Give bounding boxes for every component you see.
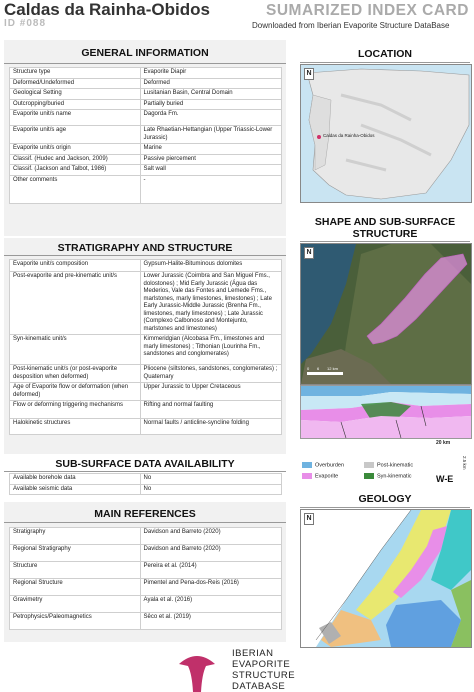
shape-heading-1: SHAPE AND SUB-SURFACE (314, 216, 456, 228)
general-table (9, 67, 282, 204)
geology-heading: GEOLOGY (358, 493, 412, 505)
table-row (10, 383, 282, 401)
row-key: Evaporite unit/s age (10, 126, 141, 144)
row-key: Post-evaporite and pre-kinematic unit/s (10, 272, 141, 335)
north-arrow-icon: N (304, 68, 314, 80)
row-key: Petrophysics/Paleomagnetics (10, 613, 141, 630)
row-value: Partially buried (140, 99, 281, 110)
legend-label: Post-kinematic (377, 462, 414, 469)
row-value: Pimentel and Pena-dos-Reis (2016) (140, 579, 281, 596)
table-row (10, 144, 282, 155)
legend-item (302, 473, 338, 479)
row-value: No (140, 484, 281, 495)
row-value: Pliocene (siltstones, sandstones, conglomerates) ; Quaternary (140, 365, 281, 383)
table-row (10, 596, 282, 613)
legend-swatch (302, 473, 312, 479)
structure-id: ID #088 (4, 18, 47, 29)
row-key: Syn-kinematic unit/s (10, 335, 141, 365)
table-row (10, 484, 282, 495)
brand-line-3: STRUCTURE (232, 670, 296, 681)
section-scale-label: 20 km (436, 440, 451, 446)
location-heading: LOCATION (357, 48, 413, 60)
row-value: Ayala et al. (2016) (140, 596, 281, 613)
legend-item (302, 462, 344, 468)
row-value: Rifting and normal faulting (140, 401, 281, 419)
table-row (10, 562, 282, 579)
shape-legend (300, 460, 428, 486)
row-key: Evaporite unit/s name (10, 110, 141, 126)
row-value: Late Rhaetian-Hettangian (Upper Triassic-Lower Jurassic) (140, 126, 281, 144)
brand-text (232, 648, 295, 692)
row-value: Deformed (140, 78, 281, 89)
location-label: Caldas da Rainha-Obidos (323, 133, 375, 138)
row-value: Salt wall (140, 165, 281, 176)
table-row (10, 78, 282, 89)
table-row (10, 175, 282, 203)
row-value: Sêco et al. (2019) (140, 613, 281, 630)
row-key: Structure type (10, 68, 141, 79)
row-value: Pereira et al. (2014) (140, 562, 281, 579)
depth-label: 2.5 km (462, 456, 467, 470)
table-row (10, 335, 282, 365)
satellite-image (301, 244, 471, 384)
divider (300, 241, 470, 242)
row-key: Classif. (Jackson and Talbot, 1986) (10, 165, 141, 176)
cross-section-image (301, 386, 471, 438)
table-row (10, 165, 282, 176)
legend-item (364, 473, 412, 479)
divider (4, 255, 286, 256)
row-value: Dagorda Fm. (140, 110, 281, 126)
row-key: Regional Structure (10, 579, 141, 596)
legend-label: Evaporite (315, 473, 339, 480)
scale-b: 6 (317, 366, 320, 371)
row-key: Geological Setting (10, 89, 141, 100)
scale-a: 0 (307, 366, 310, 371)
row-key: Regional Stratigraphy (10, 545, 141, 562)
table-row (10, 110, 282, 126)
legend-swatch (302, 462, 312, 468)
scale-bar-labels (307, 366, 338, 371)
section-direction: W-E (436, 474, 454, 484)
section-scale (436, 440, 450, 446)
row-key: Other comments (10, 175, 141, 203)
row-key: Structure (10, 562, 141, 579)
divider (4, 63, 286, 64)
location-marker (317, 135, 321, 139)
divider (4, 522, 286, 523)
brand-line-1: IBERIAN (232, 648, 274, 659)
geology-map (300, 509, 472, 648)
row-key: Deformed/Undeformed (10, 78, 141, 89)
row-value: Lower Jurassic (Coimbra and San Miguel Fms., dolostones) ; Mid Early Jurassic (Água das Mederios, Vale das Fontes and Lemede Fms., marlstones, marly limestones, limestones) ; Late Early Jurassic-Middle Jurassic (Brenha Fm., limestones, marly limestones) ; Late Jurassic (Complexo Calbonoso and Montejunto, marlstones and limestones) (140, 272, 281, 335)
subsurface-heading: SUB-SURFACE DATA AVAILABILITY (55, 458, 235, 470)
table-row (10, 545, 282, 562)
row-key: Halokinetic structures (10, 419, 141, 435)
cross-section (300, 385, 472, 439)
row-key: Gravimetry (10, 596, 141, 613)
strat-heading: STRATIGRAPHY AND STRUCTURE (57, 242, 233, 254)
general-heading: GENERAL INFORMATION (81, 47, 209, 59)
legend-item (364, 462, 413, 468)
table-row (10, 419, 282, 435)
row-key: Stratigraphy (10, 528, 141, 545)
shape-heading-2: STRUCTURE (352, 228, 418, 240)
table-row (10, 528, 282, 545)
row-value: Upper Jurassic to Upper Cretaceous (140, 383, 281, 401)
page-title: Caldas da Rainha-Obidos (4, 0, 210, 19)
brand-line-4: DATABASE (232, 681, 286, 692)
legend-label: Syn-kinematic (377, 473, 412, 480)
row-value: Evaporite Diapir (140, 68, 281, 79)
scale-c: 12 km (327, 366, 338, 371)
refs-table (9, 527, 282, 630)
row-value: - (140, 175, 281, 203)
brand-line-2: EVAPORITE (232, 659, 291, 670)
legend-label: Overburden (315, 462, 345, 469)
row-key: Post-kinematic unit/s (or post-evaporite desposition when deformed) (10, 365, 141, 383)
row-value: Davidson and Barreto (2020) (140, 545, 281, 562)
row-key: Outcropping/buried (10, 99, 141, 110)
row-value: Lusitanian Basin, Central Domain (140, 89, 281, 100)
row-key: Available seismic data (10, 484, 141, 495)
north-arrow-icon: N (304, 513, 314, 525)
row-key: Evaporite unit/s origin (10, 144, 141, 155)
database-logo-icon (176, 650, 218, 692)
table-row (10, 154, 282, 165)
row-key: Evaporite unit/s composition (10, 260, 141, 272)
legend-swatch (364, 462, 374, 468)
row-key: Age of Evaporite flow or deformation (when deformed) (10, 383, 141, 401)
strat-table (9, 259, 282, 435)
row-key: Available borehole data (10, 474, 141, 485)
table-row (10, 365, 282, 383)
row-key: Flow or deforming triggering mechanisms (10, 401, 141, 419)
subsurface-table (9, 473, 282, 495)
location-map (300, 64, 472, 203)
table-row (10, 99, 282, 110)
row-value: Davidson and Barreto (2020) (140, 528, 281, 545)
table-row (10, 89, 282, 100)
table-row (10, 474, 282, 485)
row-value: No (140, 474, 281, 485)
table-row (10, 260, 282, 272)
table-row (10, 126, 282, 144)
divider (4, 471, 286, 472)
row-value: Normal faults / anticline-syncline folding (140, 419, 281, 435)
legend-swatch (364, 473, 374, 479)
geology-map-image (301, 510, 471, 647)
row-key: Classif. (Hudec and Jackson, 2009) (10, 154, 141, 165)
row-value: Marine (140, 144, 281, 155)
divider (300, 507, 470, 508)
table-row (10, 401, 282, 419)
table-row (10, 613, 282, 630)
row-value: Kimmeridgian (Alcobasa Fm., limestones and marly limestones) ; Tithonian (Lourinha Fm., sandstones and conglomerates) (140, 335, 281, 365)
table-row (10, 272, 282, 335)
download-source: Downloaded from Iberian Evaporite Structure DataBase (252, 21, 450, 30)
row-value: Gypsum-Halite-Bituminous dolomites (140, 260, 281, 272)
row-value: Passive piercement (140, 154, 281, 165)
shape-map (300, 243, 472, 385)
north-arrow-icon: N (304, 247, 314, 259)
refs-heading: MAIN REFERENCES (94, 508, 196, 520)
table-row (10, 68, 282, 79)
divider (300, 62, 470, 63)
table-row (10, 579, 282, 596)
card-title: SUMARIZED INDEX CARD (266, 2, 469, 19)
